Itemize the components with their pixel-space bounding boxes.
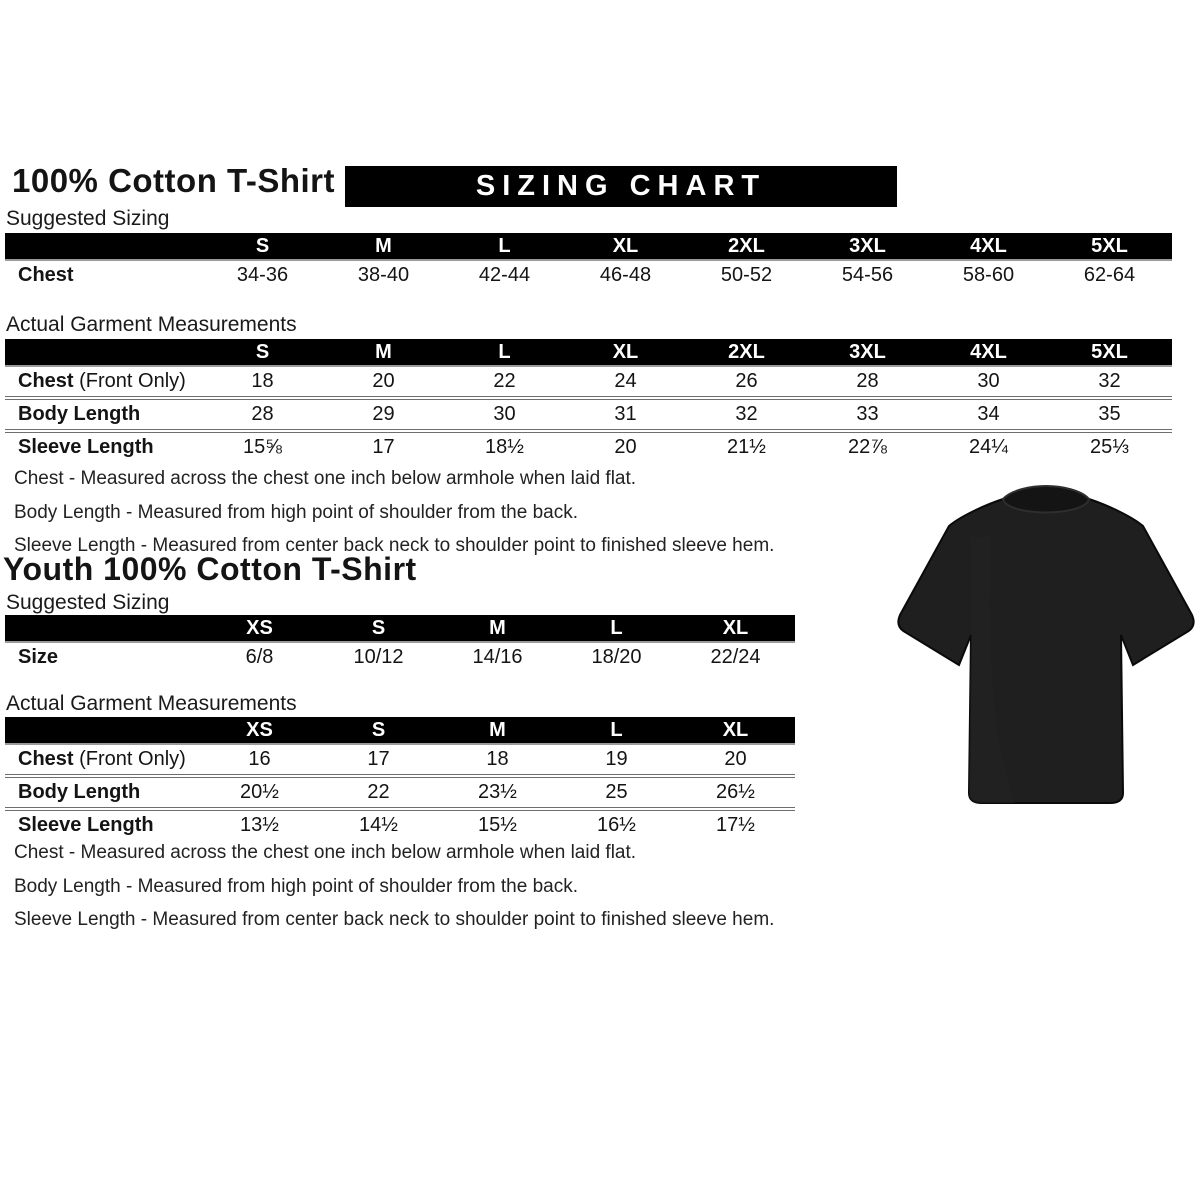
adult-suggested-sizing-table	[5, 233, 1172, 290]
cell-value: 62-64	[1083, 264, 1136, 286]
cell-value: 26½	[716, 781, 755, 803]
size-column-header: 3XL	[849, 340, 886, 363]
row-label: Sleeve Length	[18, 814, 154, 836]
row-label: Body Length	[18, 781, 141, 803]
cell-value: 23½	[478, 781, 517, 803]
cell-value: 16½	[597, 814, 636, 836]
cell-value: 6/8	[245, 646, 274, 668]
row-label: Chest (Front Only)	[18, 748, 186, 770]
size-column-header: 5XL	[1091, 234, 1128, 257]
tshirt-collar	[1003, 486, 1089, 513]
cell-value: 42-44	[478, 264, 531, 286]
cell-value: 54-56	[841, 264, 894, 286]
row-label: Chest	[18, 264, 74, 286]
cell-value: 17	[367, 748, 390, 770]
tshirt-body	[898, 499, 1193, 803]
cell-value: 34-36	[236, 264, 289, 286]
table-row-body-length	[5, 774, 795, 807]
size-column-header: S	[255, 340, 270, 363]
cell-value: 25	[605, 781, 628, 803]
size-column-header: M	[375, 234, 392, 257]
youth-suggested-sizing-table	[5, 615, 795, 672]
table-row-size	[5, 643, 795, 672]
cell-value: 18	[486, 748, 509, 770]
table-header-row	[5, 233, 1172, 261]
cell-value: 34	[977, 403, 1000, 425]
size-column-header: 5XL	[1091, 340, 1128, 363]
cell-value: 46-48	[599, 264, 652, 286]
cell-value: 21½	[727, 436, 766, 458]
youth-actual-measurements-label: Actual Garment Measurements	[6, 692, 297, 715]
row-label: Body Length	[18, 403, 141, 425]
cell-value: 25⅓	[1090, 436, 1129, 458]
adult-measurement-notes	[14, 462, 774, 563]
cell-value: 13½	[240, 814, 279, 836]
size-column-header: XS	[246, 718, 273, 741]
cell-value: 33	[856, 403, 879, 425]
size-column-header: 3XL	[849, 234, 886, 257]
cell-value: 15½	[478, 814, 517, 836]
cell-value: 14½	[359, 814, 398, 836]
table-header-row	[5, 615, 795, 643]
cell-value: 18½	[485, 436, 524, 458]
table-row-body-length	[5, 396, 1172, 429]
size-column-header: M	[489, 616, 506, 639]
youth-section-title: Youth 100% Cotton T-Shirt	[3, 551, 417, 587]
table-row-chest-front-only	[5, 367, 1172, 396]
size-column-header: 2XL	[728, 234, 765, 257]
page-title: 100% Cotton T-Shirt	[12, 162, 336, 199]
cell-value: 20½	[240, 781, 279, 803]
cell-value: 30	[977, 370, 1000, 392]
table-header-row	[5, 339, 1172, 367]
size-column-header: XL	[612, 340, 639, 363]
size-column-header: L	[498, 234, 511, 257]
adult-actual-measurements-label: Actual Garment Measurements	[6, 313, 297, 336]
cell-value: 17	[372, 436, 395, 458]
row-label: Sleeve Length	[18, 436, 154, 458]
adult-suggested-sizing-label: Suggested Sizing	[6, 207, 170, 230]
sizing-chart-banner: SIZING CHART	[345, 166, 897, 207]
note-line: Sleeve Length - Measured from center back neck to shoulder point to finished sleeve hem.	[14, 535, 775, 556]
cell-value: 24	[614, 370, 637, 392]
size-column-header: L	[610, 616, 623, 639]
size-column-header: 4XL	[970, 234, 1007, 257]
size-column-header: S	[371, 616, 386, 639]
size-column-header: S	[371, 718, 386, 741]
row-label: Size	[18, 646, 59, 668]
cell-value: 32	[735, 403, 758, 425]
cell-value: 32	[1098, 370, 1121, 392]
cell-value: 20	[614, 436, 637, 458]
row-label: Chest (Front Only)	[18, 370, 186, 392]
cell-value: 22	[493, 370, 516, 392]
cell-value: 50-52	[720, 264, 773, 286]
note-line: Body Length - Measured from high point of shoulder from the back.	[14, 501, 578, 523]
cell-value: 24¼	[969, 436, 1008, 458]
youth-measurement-notes	[14, 836, 774, 937]
cell-value: 20	[724, 748, 747, 770]
cell-value: 16	[248, 748, 271, 770]
size-column-header: S	[255, 234, 270, 257]
note-line: Chest - Measured across the chest one inch below armhole when laid flat.	[14, 468, 637, 489]
cell-value: 14/16	[472, 646, 523, 668]
cell-value: 10/12	[353, 646, 404, 668]
size-column-header: 4XL	[970, 340, 1007, 363]
cell-value: 17½	[716, 814, 755, 836]
adult-measurements-table	[5, 339, 1172, 462]
cell-value: 28	[251, 403, 274, 425]
note-line: Body Length - Measured from high point of shoulder from the back.	[14, 875, 578, 897]
note-line: Sleeve Length - Measured from center back neck to shoulder point to finished sleeve hem.	[14, 909, 775, 930]
size-column-header: XL	[722, 616, 749, 639]
cell-value: 35	[1098, 403, 1121, 425]
size-column-header: L	[610, 718, 623, 741]
size-column-header: XS	[246, 616, 273, 639]
table-row-sleeve-length	[5, 429, 1172, 462]
size-column-header: XL	[612, 234, 639, 257]
size-column-header: M	[489, 718, 506, 741]
cell-value: 58-60	[962, 264, 1015, 286]
cell-value: 22	[367, 781, 390, 803]
cell-value: 20	[372, 370, 395, 392]
cell-value: 22⅞	[848, 436, 887, 458]
cell-value: 28	[856, 370, 879, 392]
cell-value: 38-40	[357, 264, 410, 286]
size-column-header: M	[375, 340, 392, 363]
note-line: Chest - Measured across the chest one inch below armhole when laid flat.	[14, 842, 637, 863]
size-column-header: XL	[722, 718, 749, 741]
size-column-header: L	[498, 340, 511, 363]
size-column-header: 2XL	[728, 340, 765, 363]
cell-value: 19	[605, 748, 628, 770]
cell-value: 18	[251, 370, 274, 392]
youth-measurements-table	[5, 717, 795, 840]
youth-suggested-sizing-label: Suggested Sizing	[6, 591, 170, 614]
cell-value: 15⅝	[243, 436, 282, 458]
table-row-chest	[5, 261, 1172, 290]
table-row-chest-front-only	[5, 745, 795, 774]
cell-value: 29	[372, 403, 395, 425]
tshirt-image	[895, 477, 1195, 812]
cell-value: 18/20	[591, 646, 642, 668]
black-tshirt-graphic	[895, 477, 1195, 812]
cell-value: 30	[493, 403, 516, 425]
cell-value: 26	[735, 370, 758, 392]
cell-value: 22/24	[710, 646, 761, 668]
table-header-row	[5, 717, 795, 745]
cell-value: 31	[614, 403, 637, 425]
